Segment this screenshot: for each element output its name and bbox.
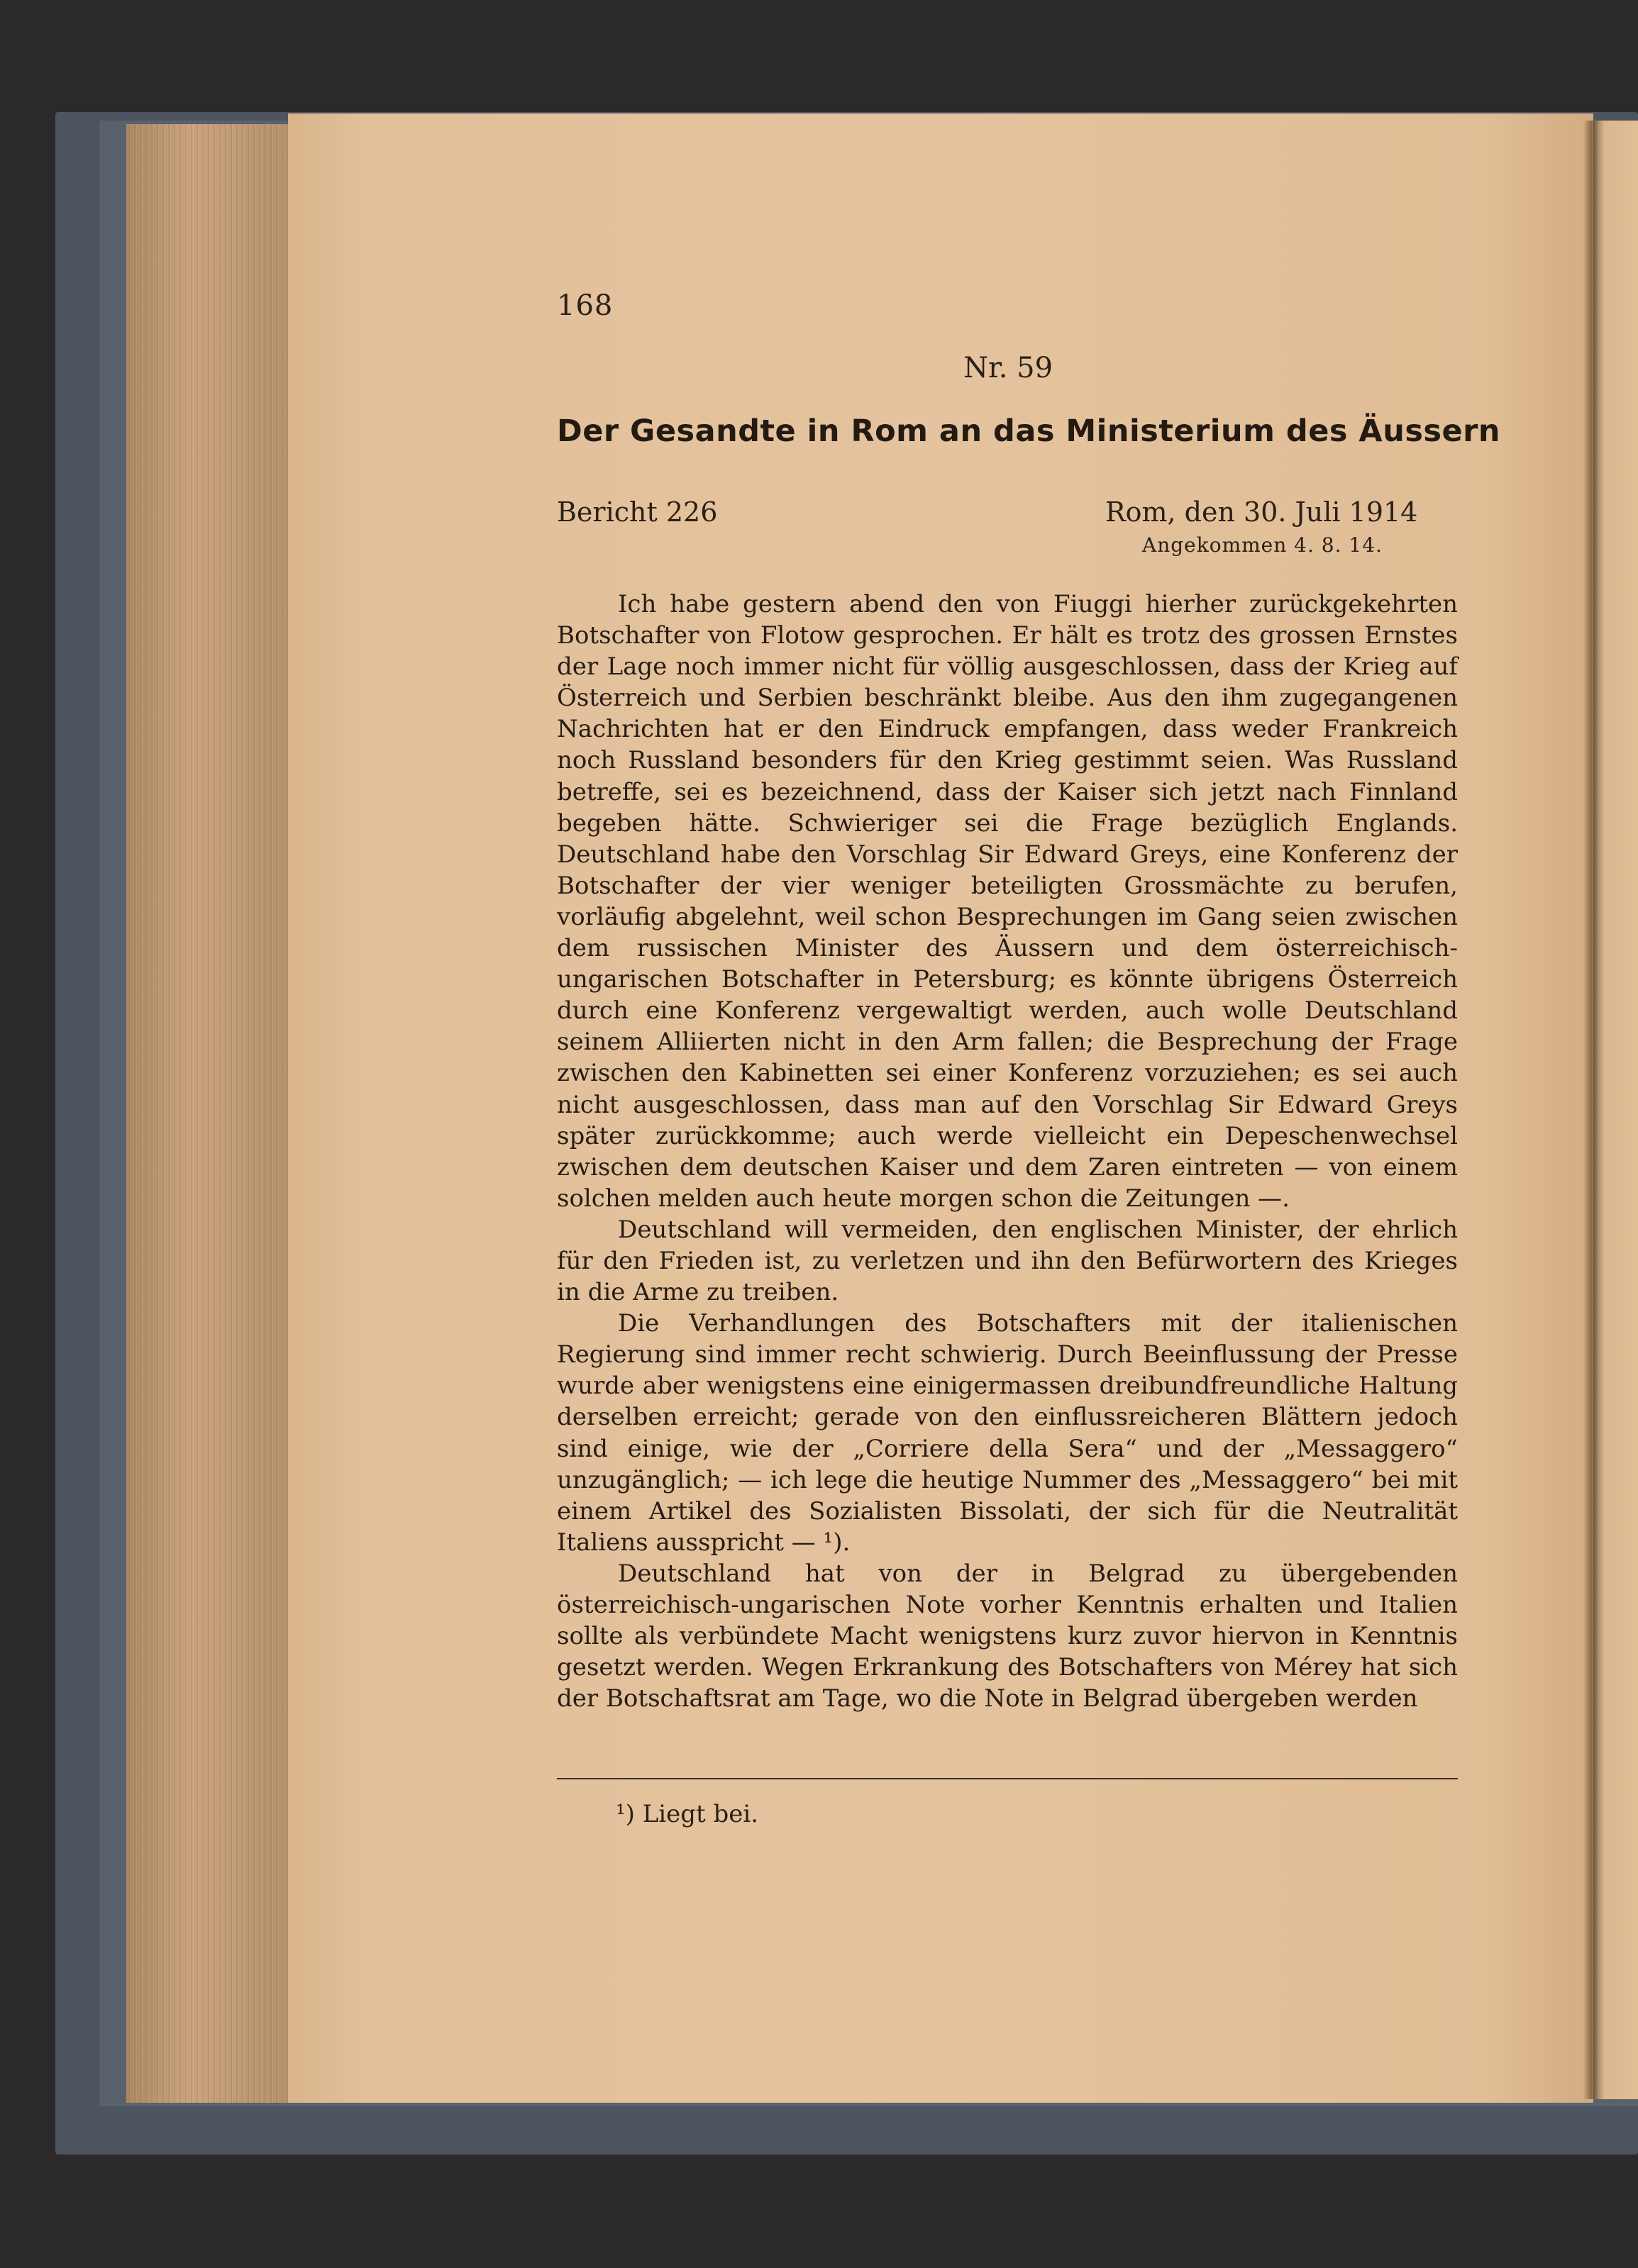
paragraph: Ich habe gestern abend den von Fiuggi hierher zurückgekehrten Botschafter von Flotow gesprochen. Er hält es trotz des grossen Ernstes der Lage noch immer nicht für völlig ausgeschlossen, dass der Krieg auf Österreich und Serbien beschränkt bleibe. Aus den ihm zugegangenen Nachrichten hat er den Eindruck empfangen, dass weder Frankreich noch Russland besonders für den Krieg gestimmt seien. Was Russland betreffe, sei es bezeichnend, dass der Kaiser sich jetzt nach Finnland begeben hätte. Schwieriger sei die Frage bezüglich Englands. Deutschland habe den Vorschlag Sir Edward Greys, eine Konferenz der Botschafter der vier weniger beteiligten Grossmächte zu berufen, vorläufig abgelehnt, weil schon Besprechungen im Gang seien zwischen dem russischen Minister des Äussern und dem österreichisch-ungarischen Botschafter in Petersburg; es könnte übrigens Österreich durch eine Konferenz vergewaltigt werden, auch wolle Deutschland seinem Alliierten nicht in den Arm fallen; die Besprechung der Frage zwischen den Kabinetten sei einer Konferenz vorzuziehen; es sei auch nicht ausgeschlossen, dass man auf den Vorschlag Sir Edward Greys später zurückkomme; auch werde vielleicht ein Depeschenwechsel zwischen dem deutschen Kaiser und dem Zaren eintreten — von einem solchen melden auch heute morgen schon die Zeitungen —. [557, 590, 1458, 1213]
page-number: 168 [557, 289, 614, 322]
report-number: Bericht 226 [557, 496, 718, 528]
received-date: Angekommen 4. 8. 14. [1142, 533, 1383, 557]
body-text [557, 589, 1458, 1714]
gutter-shadow [1583, 121, 1599, 2099]
place-date: Rom, den 30. Juli 1914 [1105, 496, 1418, 528]
page-block-shade [126, 124, 289, 2103]
paragraph: Die Verhandlungen des Botschafters mit der italienischen Regierung sind immer recht schwierig. Durch Beeinflussung der Presse wurde aber wenigstens eine einigermassen dreibundfreundliche Haltung derselben erreicht; gerade von den einflussreicheren Blättern jedoch sind einige, wie der „Corriere della Sera“ und der „Messaggero“ unzugänglich; — ich lege die heutige Nummer des „Messaggero“ bei mit einem Artikel des Sozialisten Bissolati, der sich für die Neutralität Italiens ausspricht — ¹). [557, 1309, 1458, 1557]
footnote: ¹) Liegt bei. [616, 1800, 759, 1828]
document-number: Nr. 59 [963, 352, 1053, 384]
paragraph: Deutschland will vermeiden, den englischen Minister, der ehrlich für den Frieden ist, zu verletzen und ihn den Befürwortern des Krieges in die Arme zu treiben. [557, 1215, 1458, 1307]
paragraph: Deutschland hat von der in Belgrad zu übergebenden österreichisch-ungarischen Note vorher Kenntnis erhalten und Italien sollte als verbündete Macht wenigstens kurz zuvor hiervon in Kenntnis gesetzt werden. Wegen Erkrankung des Botschafters von Mérey hat sich der Botschaftsrat am Tage, wo die Note in Belgrad übergeben werden [557, 1559, 1458, 1713]
document-heading: Der Gesandte in Rom an das Ministerium des Äussern [557, 413, 1500, 449]
footnote-rule [557, 1778, 1458, 1779]
facing-page [1593, 121, 1638, 2099]
